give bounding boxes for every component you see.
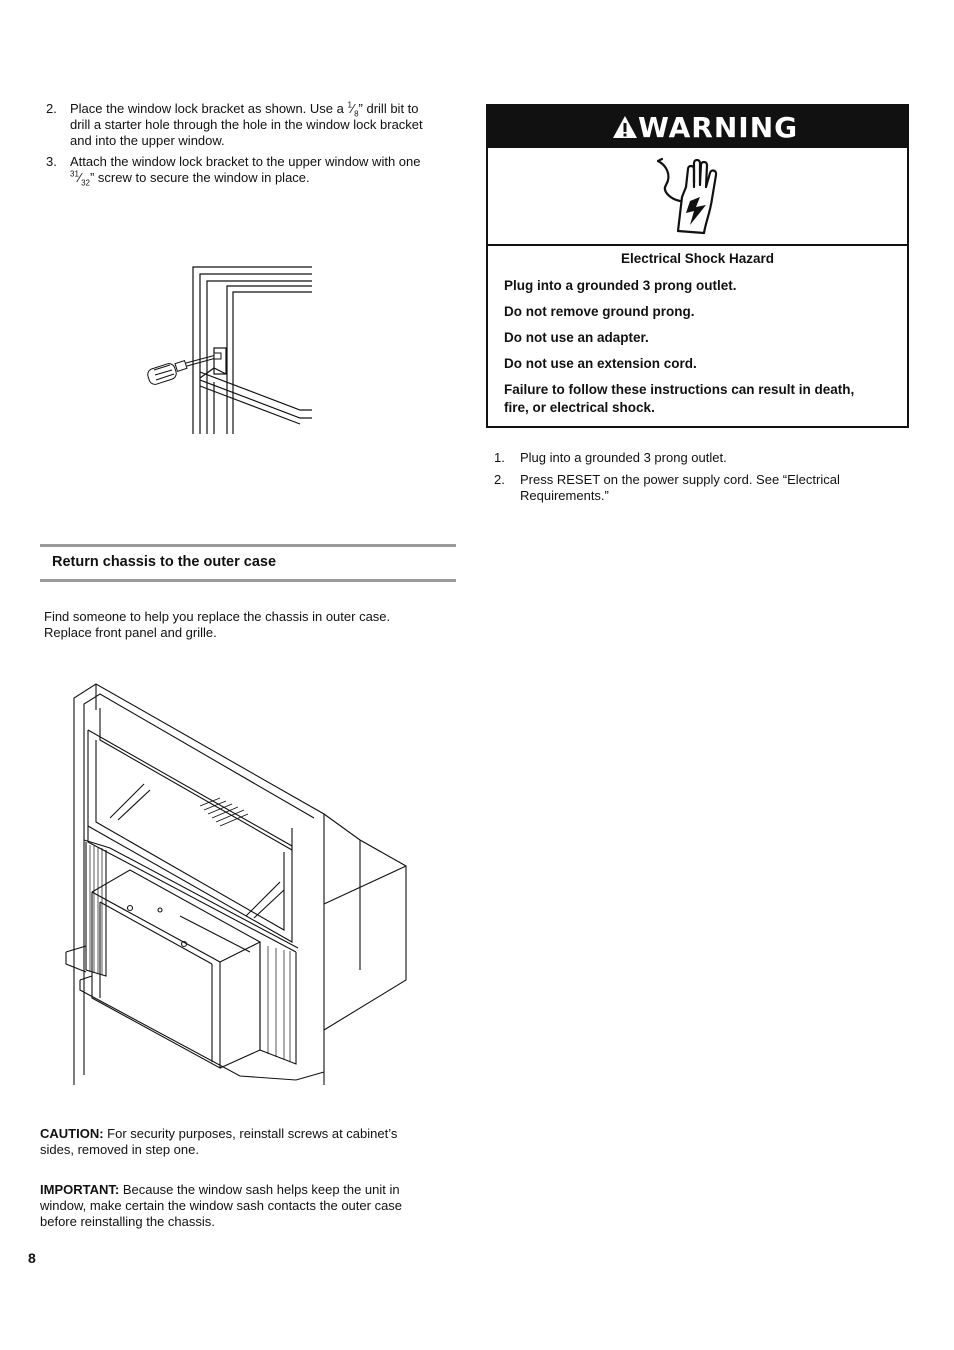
step-number: 2. xyxy=(46,101,57,116)
warning-title: WARNING xyxy=(638,111,799,144)
step-number: 3. xyxy=(46,154,57,169)
warning-line-4: Do not use an extension cord. xyxy=(504,356,697,371)
warning-triangle-icon xyxy=(612,115,638,139)
warning-final-statement: Failure to follow these instructions can result in death, fire, or electrical shock. xyxy=(504,382,855,415)
warning-header xyxy=(488,106,907,148)
step-number: 2. xyxy=(494,472,505,487)
window-lock-bracket-illustration xyxy=(140,262,320,440)
important-note: IMPORTANT: Because the window sash helps keep the unit in window, make certain the window sash contacts the outer case before reinstalling the chassis. xyxy=(40,1182,403,1229)
section-heading xyxy=(40,544,456,582)
chassis-installation-illustration xyxy=(60,680,420,1090)
page-number: 8 xyxy=(28,1250,36,1266)
icon-panel xyxy=(488,148,907,246)
important-label: IMPORTANT: xyxy=(40,1182,120,1197)
step-2 xyxy=(46,101,458,149)
step-3 xyxy=(46,154,458,188)
step-text: Place the window lock bracket as shown. Use a $^1⁄_8$” drill bit to drill a starter hole through the hole in the window lock bracket and into the upper window. xyxy=(70,100,423,148)
electric-shock-hand-icon xyxy=(652,157,728,237)
intro-paragraph: Find someone to help you replace the chassis in outer case. Replace front panel and grille. xyxy=(44,609,391,640)
step-text: Press RESET on the power supply cord. See “Electrical Requirements.” xyxy=(520,472,840,503)
step-number: 1. xyxy=(494,450,505,465)
warning-line-1: Plug into a grounded 3 prong outlet. xyxy=(504,278,737,293)
caution-label: CAUTION: xyxy=(40,1126,104,1141)
warning-line-3: Do not use an adapter. xyxy=(504,330,649,345)
warning-box xyxy=(486,104,909,428)
hazard-title: Electrical Shock Hazard xyxy=(620,251,775,266)
plug-step-1 xyxy=(494,450,894,468)
section-title: Return chassis to the outer case xyxy=(52,554,277,570)
warning-line-2: Do not remove ground prong. xyxy=(504,304,695,319)
caution-note: CAUTION: For security purposes, reinstall screws at cabinet’s sides, removed in step one. xyxy=(40,1126,398,1157)
step-text: Plug into a grounded 3 prong outlet. xyxy=(520,450,727,465)
plug-step-2 xyxy=(494,472,894,506)
step-text: Attach the window lock bracket to the upper window with one $^{31}⁄_{32}$” screw to secure the window in place. xyxy=(70,154,421,188)
